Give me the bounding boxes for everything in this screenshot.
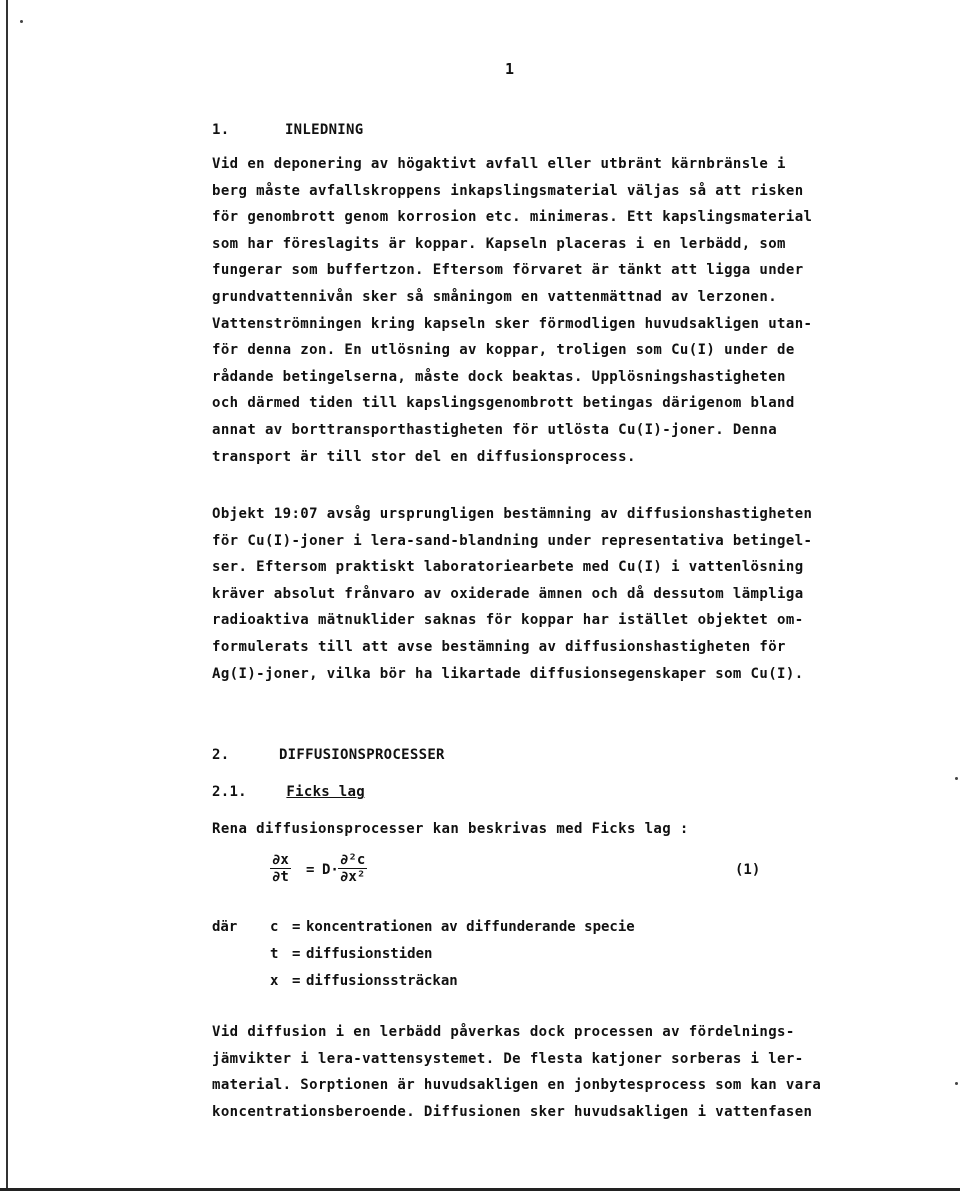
page-bottom-edge [0,1188,960,1191]
variable-definitions [212,914,635,995]
definition-variable: x [270,973,279,989]
section-2-1-heading [212,784,365,800]
formula-lhs-fraction [270,852,291,885]
text-line: Vattenströmningen kring kapseln sker förmodligen huvudsakligen utan- [212,315,813,332]
text-line: transport är till stor del en diffusionsprocess. [212,448,636,465]
scan-speck [955,777,958,780]
definition-row [212,914,635,941]
text-line: grundvattennivån sker så småningom en vattenmättnad av lerzonen. [212,288,778,305]
definition-text: diffusionstiden [306,946,433,962]
text-line: fungerar som buffertzon. Eftersom förvaret är tänkt att ligga under [212,262,804,279]
definition-text: diffusionssträckan [306,973,458,989]
text-line: koncentrationsberoende. Diffusionen sker huvudsakligen i vattenfasen [212,1103,813,1120]
definition-variable: t [270,946,279,962]
text-line: Rena diffusionsprocesser kan beskrivas med Ficks lag : [212,821,689,837]
text-line: Vid en deponering av högaktivt avfall eller utbränt kärnbränsle i [212,156,786,172]
section-2-1-paragraph [212,1019,822,1125]
text-line: rådande betingelserna, måste dock beaktas. Upplösningshastigheten [212,368,786,385]
section-2-1-title: Ficks lag [286,784,365,800]
definitions-lead: där [212,919,238,935]
text-line: berg måste avfallskroppens inkapslingsmaterial väljas så att risken [212,182,804,199]
page-left-edge [6,0,8,1190]
section-1-heading [212,122,364,138]
text-line: Vid diffusion i en lerbädd påverkas dock processen av fördelnings- [212,1024,795,1040]
scan-speck [20,20,23,23]
section-2-heading [212,747,445,763]
section-1-title: INLEDNING [284,122,364,138]
text-line: radioaktiva mätnuklider saknas för koppar har istället objektet om- [212,612,804,629]
text-line: ser. Eftersom praktiskt laboratoriearbete med Cu(I) i vattenlösning [212,559,804,576]
formula-lhs-numerator: ∂x [272,852,289,868]
section-2-title: DIFFUSIONSPROCESSER [278,747,445,763]
formula-rhs-numerator: ∂²c [340,852,366,868]
definition-row [212,968,635,995]
formula-rhs-denominator: ∂x² [340,869,366,885]
formula-coefficient: D· [322,862,339,878]
text-line: som har föreslagits är koppar. Kapseln placeras i en lerbädd, som [212,235,786,252]
text-line: för denna zon. En utlösning av koppar, troligen som Cu(I) under de [212,342,795,359]
text-line: jämvikter i lera-vattensystemet. De flesta katjoner sorberas i ler- [212,1050,804,1067]
ficks-law-formula [270,852,770,902]
definition-row [212,941,635,968]
page-number: 1 [505,60,515,78]
definition-equals: = [292,946,301,962]
text-line: Ag(I)-joner, vilka bör ha likartade diffusionsegenskaper som Cu(I). [212,665,804,682]
text-line: för Cu(I)-joner i lera-sand-blandning under representativa betingel- [212,532,813,549]
formula-rhs-fraction [338,852,367,885]
text-line: formulerats till att avse bestämning av diffusionshastigheten för [212,638,786,655]
definition-equals: = [292,973,301,989]
definition-text: koncentrationen av diffunderande specie [306,919,635,935]
section-2-1-intro [212,816,812,843]
formula-lhs-denominator: ∂t [272,869,289,885]
section-1-paragraph-1 [212,151,812,470]
formula-equals: = [306,862,315,878]
scan-speck [955,1082,958,1085]
section-1-number: 1. [212,122,230,138]
section-2-number: 2. [212,747,230,763]
text-line: Objekt 19:07 avsåg ursprungligen bestämning av diffusionshastigheten [212,506,813,522]
section-2-1-number: 2.1. [212,784,247,800]
text-line: kräver absolut frånvaro av oxiderade ämnen och då dessutom lämpliga [212,585,804,602]
text-line: annat av borttransporthastigheten för utlösta Cu(I)-joner. Denna [212,421,778,438]
section-1-paragraph-2 [212,501,812,687]
formula-number: (1) [735,862,761,878]
definition-equals: = [292,919,301,935]
text-line: material. Sorptionen är huvudsakligen en jonbytesprocess som kan vara [212,1077,822,1094]
definition-variable: c [270,919,279,935]
text-line: och därmed tiden till kapslingsgenombrott betingas därigenom bland [212,395,795,412]
text-line: för genombrott genom korrosion etc. minimeras. Ett kapslingsmaterial [212,209,813,226]
